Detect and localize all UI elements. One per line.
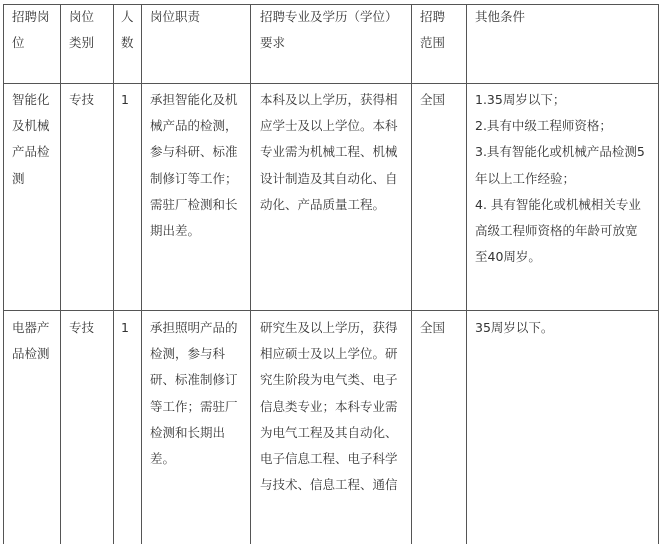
cell-line: 测 — [12, 170, 25, 186]
cell-line: 信息类专业；本科专业需 — [260, 398, 398, 414]
row2-position — [12, 315, 50, 367]
row2-count — [121, 315, 129, 341]
header-line: 招聘 — [420, 9, 446, 24]
header-count — [121, 4, 134, 56]
cell-line: 全国 — [420, 320, 446, 335]
cell-line: 制修订等工作； — [150, 170, 238, 186]
cell-line: 设计制造及其自动化、自 — [260, 170, 398, 186]
cell-line: 电子信息工程、电子科学 — [260, 451, 398, 467]
column-divider — [250, 4, 251, 544]
cell-line: 1.35周岁以下； — [475, 92, 566, 107]
cell-line: 究生阶段为电气类、电子 — [260, 372, 398, 388]
header-line: 其他条件 — [475, 9, 526, 24]
cell-line: 动化、产品质量工程。 — [260, 196, 386, 212]
header-row-divider — [3, 83, 659, 84]
header-line: 招聘岗 — [12, 9, 50, 24]
cell-line: 专技 — [69, 320, 95, 335]
cell-line: 需驻厂检测和长 — [150, 196, 238, 212]
cell-line: 研、标准制修订 — [150, 372, 238, 388]
cell-line: 电器产 — [12, 320, 50, 335]
header-line: 位 — [12, 35, 25, 51]
cell-line: 参与科研、标准 — [150, 144, 238, 160]
row2-category — [69, 315, 94, 341]
header-line: 人 — [121, 9, 134, 24]
header-line: 类别 — [69, 35, 95, 51]
header-scope — [420, 4, 445, 56]
row1-other — [475, 87, 645, 270]
row1-duties — [150, 87, 238, 244]
cell-line: 检测和长期出 — [150, 424, 226, 440]
cell-line: 研究生及以上学历，获得 — [260, 320, 398, 335]
cell-line: 承担照明产品的 — [150, 320, 238, 335]
header-line: 岗位职责 — [150, 9, 201, 24]
cell-line: 4. 具有智能化或机械相关专业 — [475, 196, 641, 212]
row2-duties — [150, 315, 238, 472]
row2-scope — [420, 315, 445, 341]
cell-line: 产品检 — [12, 144, 50, 160]
column-divider — [60, 4, 61, 544]
header-position — [12, 4, 50, 56]
cell-line: 2.具有中级工程师资格； — [475, 118, 612, 134]
cell-line: 本科及以上学历，获得相 — [260, 92, 398, 107]
header-duties — [150, 4, 200, 30]
cell-line: 35周岁以下。 — [475, 320, 554, 335]
cell-line: 智能化 — [12, 92, 50, 107]
row2-requirements — [260, 315, 398, 498]
cell-line: 全国 — [420, 92, 446, 107]
column-divider — [141, 4, 142, 544]
cell-line: 检测，参与科 — [150, 346, 226, 362]
cell-line: 差。 — [150, 451, 176, 467]
cell-line: 与技术、信息工程、通信 — [260, 477, 398, 493]
header-requirements — [260, 4, 398, 56]
column-divider — [411, 4, 412, 544]
cell-line: 械产品的检测， — [150, 118, 238, 134]
header-other — [475, 4, 525, 30]
cell-line: 相应硕士及以上学位。研 — [260, 346, 398, 362]
cell-line: 等工作；需驻厂 — [150, 398, 238, 414]
cell-line: 为电气工程及其自动化、 — [260, 424, 398, 440]
header-category — [69, 4, 94, 56]
row1-count — [121, 87, 129, 113]
column-divider — [113, 4, 114, 544]
row1-category — [69, 87, 94, 113]
cell-line: 品检测 — [12, 346, 50, 362]
row2-other — [475, 315, 553, 341]
table-border-right — [658, 4, 659, 544]
header-line: 要求 — [260, 35, 286, 51]
row-divider — [3, 310, 659, 311]
cell-line: 年以上工作经验； — [475, 170, 576, 186]
cell-line: 及机械 — [12, 118, 50, 134]
cell-line: 期出差。 — [150, 223, 201, 239]
header-line: 招聘专业及学历（学位） — [260, 9, 398, 24]
cell-line: 应学士及以上学位。本科 — [260, 118, 398, 134]
cell-line: 1 — [121, 92, 129, 107]
row1-requirements — [260, 87, 398, 218]
cell-line: 至40周岁。 — [475, 249, 541, 265]
cell-line: 专业需为机械工程、机械 — [260, 144, 398, 160]
column-divider — [466, 4, 467, 544]
header-line: 数 — [121, 35, 134, 51]
table-border-left — [3, 4, 4, 544]
cell-line: 1 — [121, 320, 129, 335]
header-line: 岗位 — [69, 9, 95, 24]
cell-line: 高级工程师资格的年龄可放宽 — [475, 223, 638, 239]
header-line: 范围 — [420, 35, 446, 51]
cell-line: 承担智能化及机 — [150, 92, 238, 107]
cell-line: 3.具有智能化或机械产品检测5 — [475, 144, 645, 160]
row1-position — [12, 87, 50, 192]
row1-scope — [420, 87, 445, 113]
cell-line: 专技 — [69, 92, 95, 107]
